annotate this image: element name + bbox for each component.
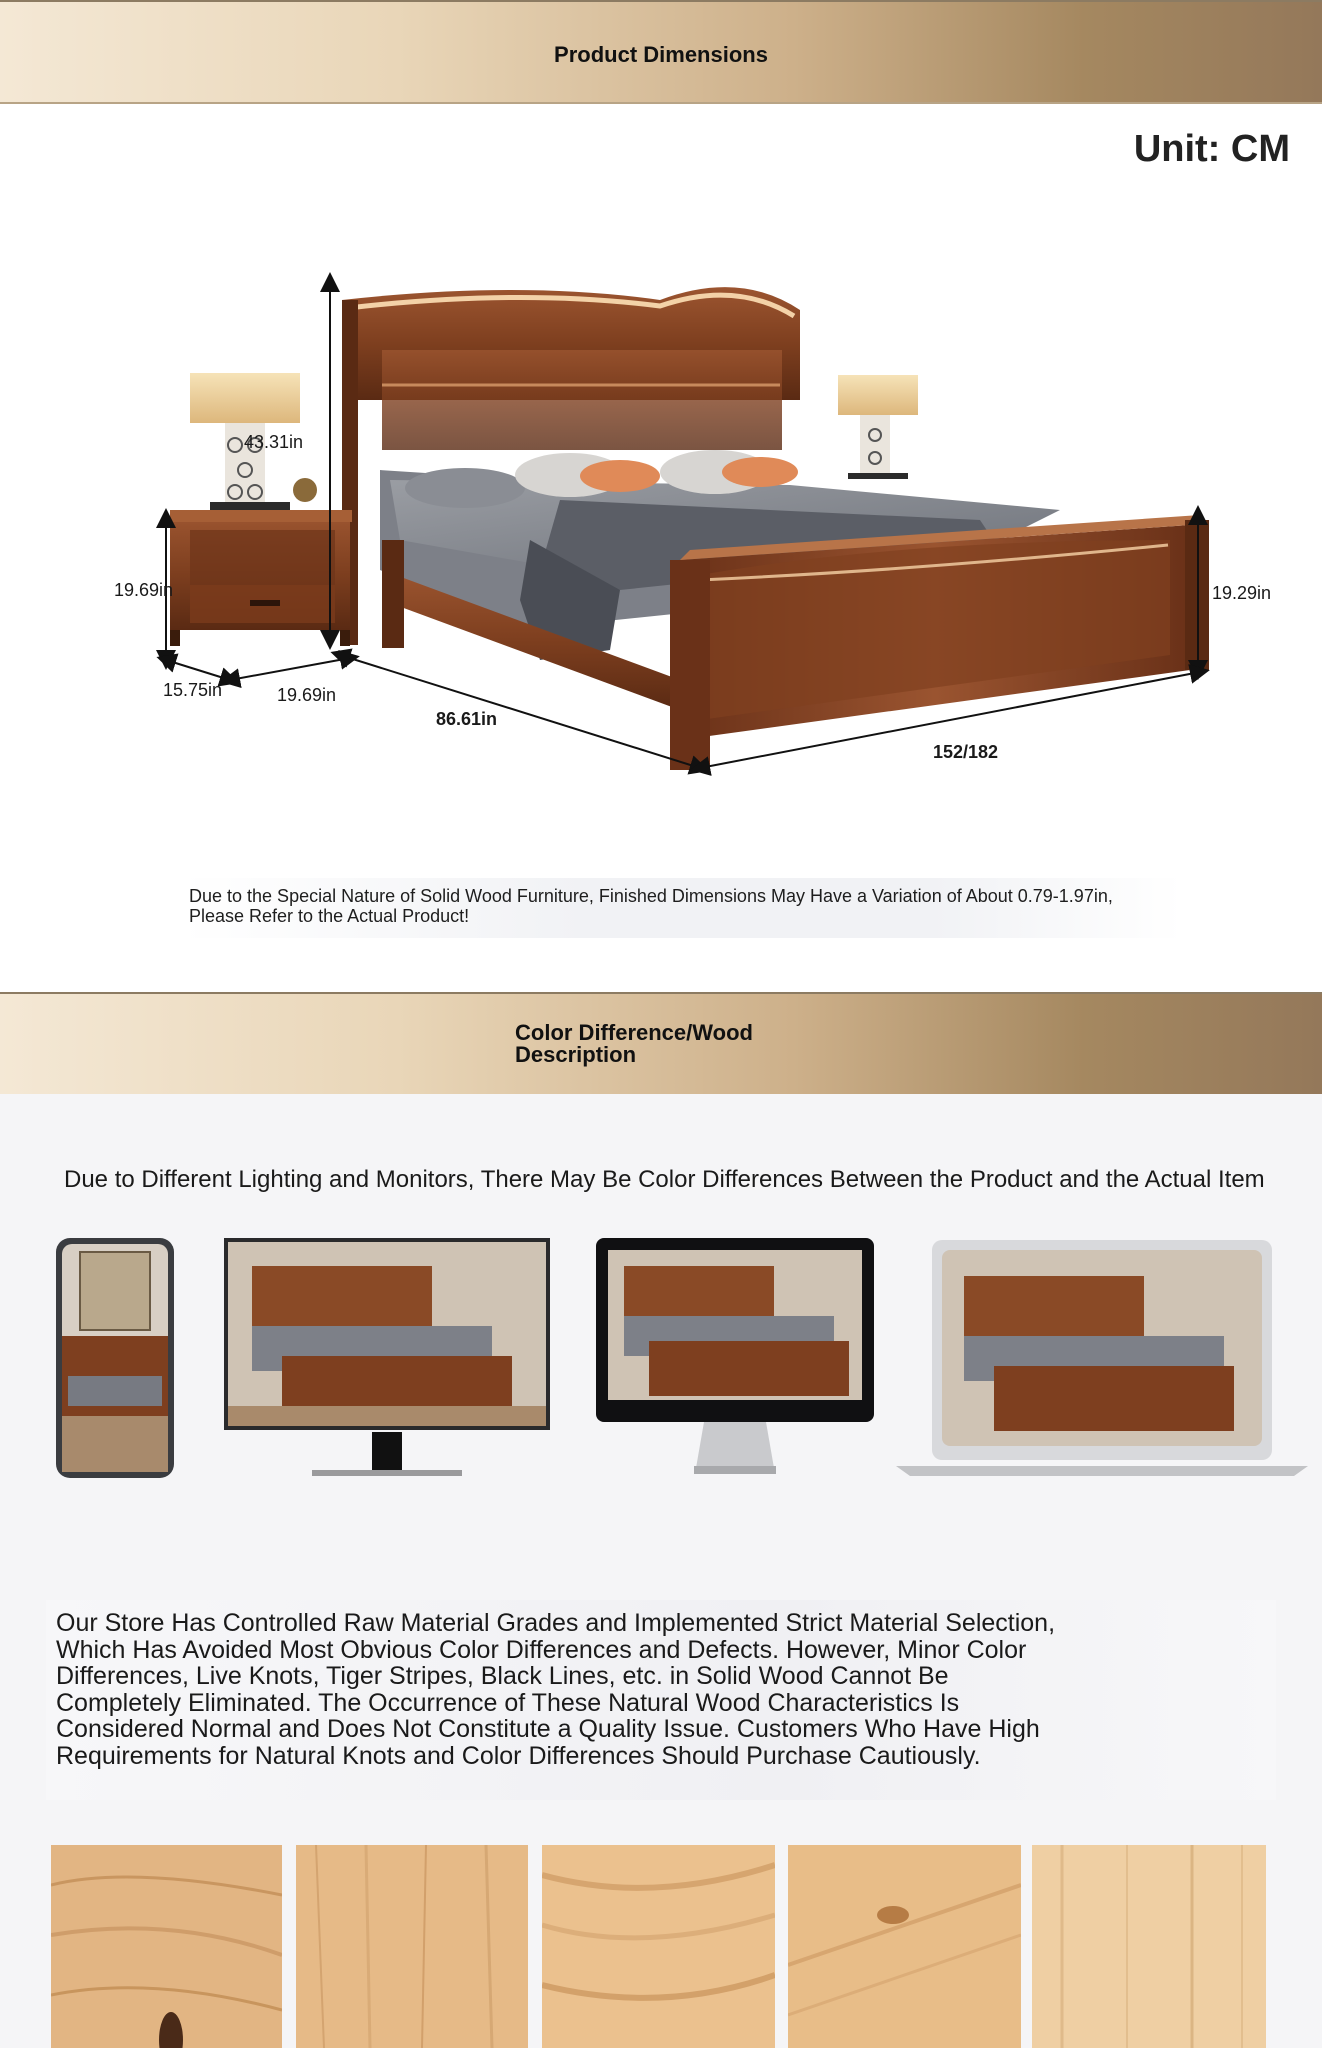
product-dimensions-banner: [0, 0, 1322, 104]
right-lamp: [838, 375, 918, 479]
lighting-difference-text: Due to Different Lighting and Monitors, There May Be Color Differences Between the Product and the Actual Item: [64, 1166, 1265, 1193]
wood-sample-fine-grain: [296, 1845, 528, 2048]
nightstand-width-label: 19.69in: [277, 685, 337, 705]
store-quality-note: [46, 1600, 1276, 1800]
footboard: [670, 515, 1209, 770]
headboard-height-label: 43.31in: [244, 432, 304, 452]
nightstand-depth-label: 15.75in: [163, 680, 223, 700]
laptop-device-icon: [894, 1236, 1310, 1480]
bed-head-leg: [382, 540, 404, 648]
wood-sample-small-knot: [788, 1845, 1021, 2048]
bed-length-label: 86.61in: [436, 709, 498, 729]
monitor-device-icon: [222, 1236, 552, 1480]
unit-label: Unit: CM: [1133, 128, 1290, 170]
phone-device-icon: [54, 1236, 176, 1480]
wood-sample-tiger-stripe: [542, 1845, 775, 2048]
color-difference-banner: [0, 992, 1322, 1096]
left-nightstand: [170, 510, 352, 646]
dimension-variation-note: [182, 878, 1182, 938]
footboard-height-label: 19.29in: [1212, 583, 1272, 603]
dimension-variation-text: Due to the Special Nature of Solid Wood Furniture, Finished Dimensions May Have a Variation of About 0.79-1.97in, Please Refer to the Actual Product!: [189, 886, 1113, 926]
bed-width-label: 152/182: [933, 742, 999, 762]
product-dimensions-title: Product Dimensions: [554, 42, 768, 67]
imac-device-icon: [594, 1236, 876, 1480]
nightstand-height-label: 19.69in: [114, 580, 174, 600]
color-difference-title: Color Difference/Wood Description: [515, 1020, 753, 1067]
wood-sample-live-knot: [51, 1845, 282, 2048]
store-quality-text: Our Store Has Controlled Raw Material Grades and Implemented Strict Material Selection, Which Has Avoided Most Obvious Color Differences and Defects. However, Minor Color Differences, Live Knots, Tiger Stripes, Black Lines, etc. in Solid Wood Cannot Be Completely Eliminated. The Occurrence of These Natural Wood Characteristics Is Considered Normal and Does Not Constitute a Quality Issue. Customers Who Have High Requirements for Natural Knots and Color Differences Should Purchase Cautiously.: [56, 1609, 1056, 1770]
wood-sample-straight-grain: [1032, 1845, 1266, 2048]
bed-dimension-illustration: [100, 240, 1260, 800]
